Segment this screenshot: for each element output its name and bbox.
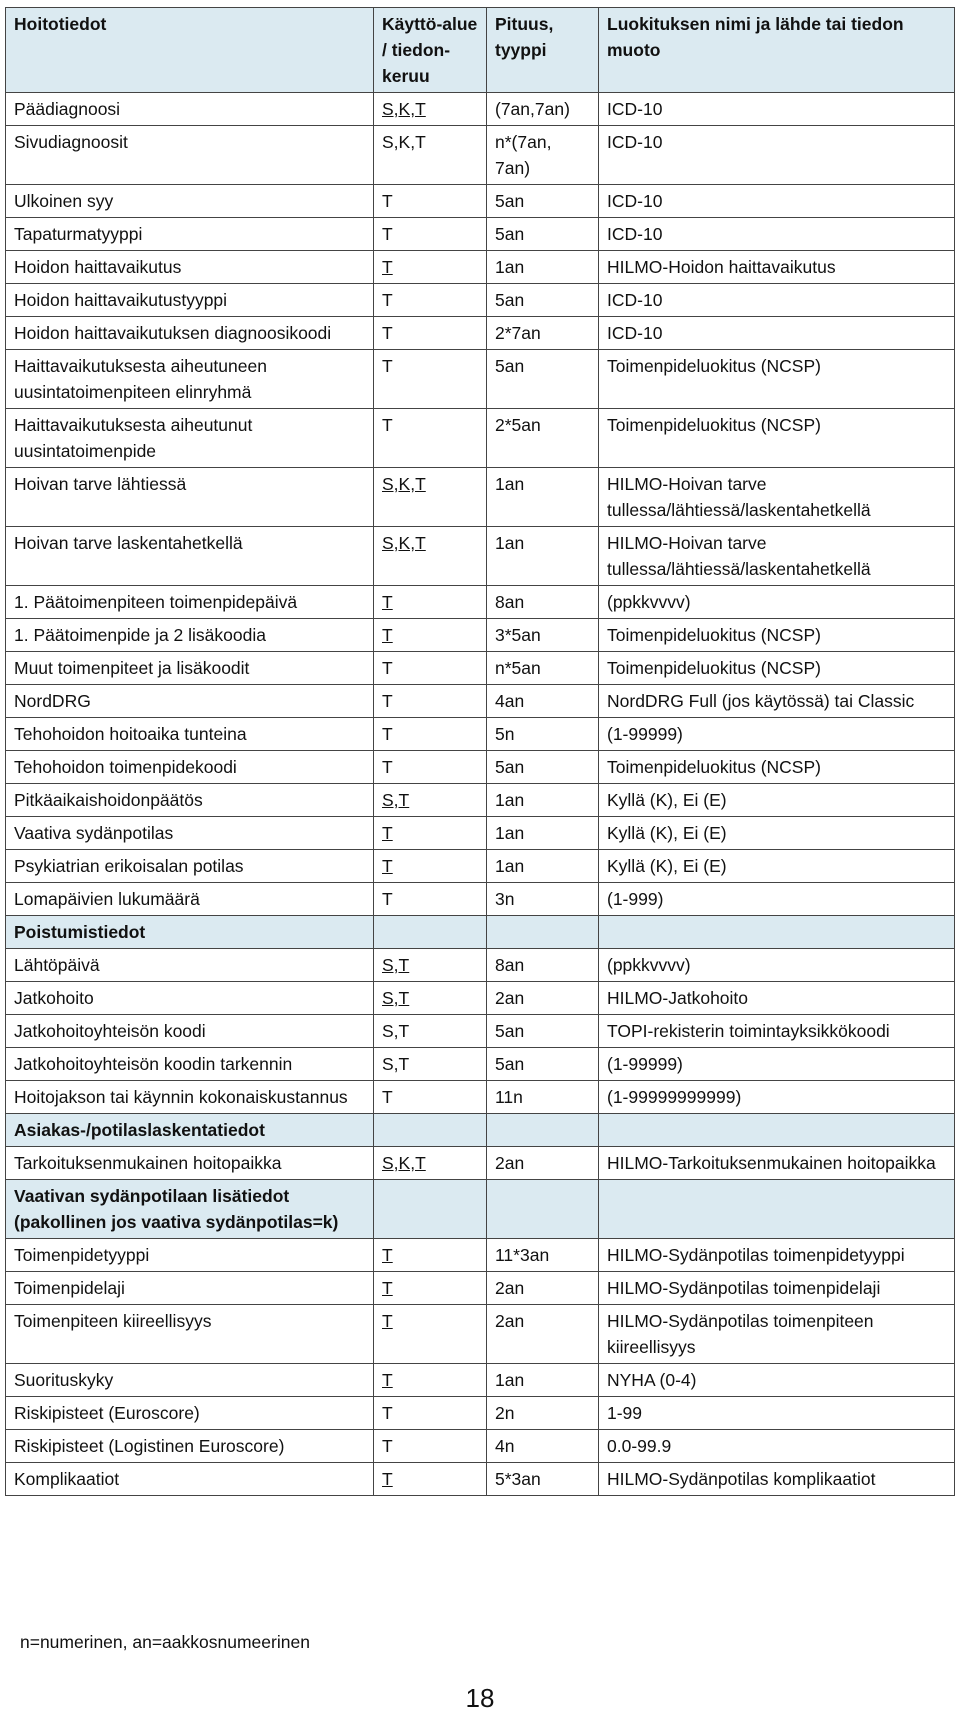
length-type-cell: 5n <box>487 718 599 751</box>
field-name-cell: Päädiagnoosi <box>6 93 374 126</box>
field-name-cell: Jatkohoitoyhteisön koodi <box>6 1015 374 1048</box>
usage-cell: S,T <box>374 1048 487 1081</box>
length-type-cell: 5an <box>487 1015 599 1048</box>
table-row <box>6 718 955 751</box>
length-type-cell: 5an <box>487 185 599 218</box>
classification-cell: HILMO-Tarkoituksenmukainen hoitopaikka <box>599 1147 955 1180</box>
field-name-cell: Hoivan tarve laskentahetkellä <box>6 527 374 586</box>
classification-cell: Kyllä (K), Ei (E) <box>599 817 955 850</box>
field-name-cell: Tapaturmatyyppi <box>6 218 374 251</box>
classification-cell: (ppkkvvvv) <box>599 949 955 982</box>
classification-cell <box>599 1180 955 1239</box>
length-type-cell: 1an <box>487 251 599 284</box>
table-row <box>6 284 955 317</box>
field-name-cell: Riskipisteet (Euroscore) <box>6 1397 374 1430</box>
classification-cell: Kyllä (K), Ei (E) <box>599 784 955 817</box>
usage-cell: T <box>374 1430 487 1463</box>
classification-cell <box>599 916 955 949</box>
length-type-cell: 8an <box>487 586 599 619</box>
length-type-cell: (7an,7an) <box>487 93 599 126</box>
length-type-cell <box>487 916 599 949</box>
classification-cell: 1-99 <box>599 1397 955 1430</box>
usage-cell: T <box>374 1239 487 1272</box>
classification-cell: NYHA (0-4) <box>599 1364 955 1397</box>
usage-cell: S,T <box>374 949 487 982</box>
classification-cell: HILMO-Sydänpotilas toimenpidelaji <box>599 1272 955 1305</box>
length-type-cell: 2an <box>487 982 599 1015</box>
section-header-row <box>6 1114 955 1147</box>
usage-cell: S,T <box>374 1015 487 1048</box>
classification-cell: Toimenpideluokitus (NCSP) <box>599 350 955 409</box>
classification-cell: 0.0-99.9 <box>599 1430 955 1463</box>
classification-cell: ICD-10 <box>599 218 955 251</box>
table-row <box>6 1015 955 1048</box>
length-type-cell: n*5an <box>487 652 599 685</box>
classification-cell: (1-99999) <box>599 718 955 751</box>
length-type-cell: 5an <box>487 350 599 409</box>
footnote: n=numerinen, an=aakkosnumeerinen <box>20 1632 310 1652</box>
length-type-cell: 3n <box>487 883 599 916</box>
table-row <box>6 251 955 284</box>
table-row <box>6 1081 955 1114</box>
table-row <box>6 850 955 883</box>
page-number: 18 <box>465 1683 495 1713</box>
field-name-cell: Suorituskyky <box>6 1364 374 1397</box>
field-name-cell: Tehohoidon hoitoaika tunteina <box>6 718 374 751</box>
field-name-cell: 1. Päätoimenpide ja 2 lisäkoodia <box>6 619 374 652</box>
length-type-cell: 1an <box>487 817 599 850</box>
table-row <box>6 93 955 126</box>
classification-cell: ICD-10 <box>599 126 955 185</box>
length-type-cell: 5an <box>487 1048 599 1081</box>
table-row <box>6 817 955 850</box>
usage-cell: S,T <box>374 784 487 817</box>
length-type-cell: 11*3an <box>487 1239 599 1272</box>
field-name-cell: Toimenpiteen kiireellisyys <box>6 1305 374 1364</box>
usage-cell: T <box>374 218 487 251</box>
classification-cell: HILMO-Hoidon haittavaikutus <box>599 251 955 284</box>
field-name-cell: Riskipisteet (Logistinen Euroscore) <box>6 1430 374 1463</box>
length-type-cell: 2*5an <box>487 409 599 468</box>
usage-cell: T <box>374 1397 487 1430</box>
table-header-row <box>6 8 955 93</box>
classification-cell: (1-99999) <box>599 1048 955 1081</box>
usage-cell: T <box>374 317 487 350</box>
classification-cell: Toimenpideluokitus (NCSP) <box>599 619 955 652</box>
length-type-cell: 3*5an <box>487 619 599 652</box>
usage-cell: S,K,T <box>374 93 487 126</box>
length-type-cell: 2n <box>487 1397 599 1430</box>
field-name-cell: Tarkoituksenmukainen hoitopaikka <box>6 1147 374 1180</box>
table-row <box>6 619 955 652</box>
field-name-cell: Toimenpidetyyppi <box>6 1239 374 1272</box>
field-name-cell: Hoitotiedot <box>6 8 374 93</box>
usage-cell: S,T <box>374 982 487 1015</box>
length-type-cell: 2an <box>487 1272 599 1305</box>
classification-cell: HILMO-Hoivan tarve tullessa/lähtiessä/laskentahetkellä <box>599 468 955 527</box>
field-name-cell: Hoivan tarve lähtiessä <box>6 468 374 527</box>
field-name-cell: Muut toimenpiteet ja lisäkoodit <box>6 652 374 685</box>
field-name-cell: NordDRG <box>6 685 374 718</box>
field-name-cell: Jatkohoitoyhteisön koodin tarkennin <box>6 1048 374 1081</box>
length-type-cell: 1an <box>487 1364 599 1397</box>
usage-cell: S,K,T <box>374 468 487 527</box>
table-row <box>6 1463 955 1496</box>
field-name-cell: Pitkäaikaishoidonpäätös <box>6 784 374 817</box>
classification-cell: NordDRG Full (jos käytössä) tai Classic <box>599 685 955 718</box>
usage-cell: Käyttö-alue / tiedon-keruu <box>374 8 487 93</box>
table-row <box>6 586 955 619</box>
usage-cell <box>374 1180 487 1239</box>
table-row <box>6 317 955 350</box>
field-name-cell: Tehohoidon toimenpidekoodi <box>6 751 374 784</box>
length-type-cell: 2an <box>487 1305 599 1364</box>
classification-cell: Toimenpideluokitus (NCSP) <box>599 652 955 685</box>
table-row <box>6 1364 955 1397</box>
field-name-cell: Hoitojakson tai käynnin kokonaiskustannus <box>6 1081 374 1114</box>
usage-cell: T <box>374 751 487 784</box>
classification-cell: Kyllä (K), Ei (E) <box>599 850 955 883</box>
usage-cell: T <box>374 409 487 468</box>
table-row <box>6 1147 955 1180</box>
section-header-row <box>6 1180 955 1239</box>
usage-cell: T <box>374 586 487 619</box>
classification-cell: HILMO-Sydänpotilas komplikaatiot <box>599 1463 955 1496</box>
length-type-cell: 1an <box>487 850 599 883</box>
usage-cell <box>374 1114 487 1147</box>
table-row <box>6 350 955 409</box>
table-row <box>6 883 955 916</box>
length-type-cell: n*(7an, 7an) <box>487 126 599 185</box>
usage-cell <box>374 916 487 949</box>
field-name-cell: Haittavaikutuksesta aiheutuneen uusintatoimenpiteen elinryhmä <box>6 350 374 409</box>
field-name-cell: Hoidon haittavaikutustyyppi <box>6 284 374 317</box>
length-type-cell: 5an <box>487 218 599 251</box>
table-row <box>6 652 955 685</box>
table-row <box>6 185 955 218</box>
length-type-cell: 1an <box>487 527 599 586</box>
usage-cell: T <box>374 883 487 916</box>
classification-cell: (ppkkvvvv) <box>599 586 955 619</box>
classification-cell: HILMO-Sydänpotilas toimenpidetyyppi <box>599 1239 955 1272</box>
length-type-cell <box>487 1180 599 1239</box>
usage-cell: T <box>374 1081 487 1114</box>
field-name-cell: Hoidon haittavaikutuksen diagnoosikoodi <box>6 317 374 350</box>
usage-cell: T <box>374 284 487 317</box>
classification-table <box>5 7 955 1496</box>
section-header-row <box>6 916 955 949</box>
classification-cell: ICD-10 <box>599 284 955 317</box>
table-body <box>6 8 955 1496</box>
usage-cell: T <box>374 685 487 718</box>
table-row <box>6 1430 955 1463</box>
usage-cell: T <box>374 1463 487 1496</box>
usage-cell: T <box>374 850 487 883</box>
field-name-cell: Toimenpidelaji <box>6 1272 374 1305</box>
field-name-cell: Lähtöpäivä <box>6 949 374 982</box>
table-row <box>6 751 955 784</box>
table-row <box>6 1397 955 1430</box>
field-name-cell: Ulkoinen syy <box>6 185 374 218</box>
classification-cell: ICD-10 <box>599 317 955 350</box>
classification-cell: (1-99999999999) <box>599 1081 955 1114</box>
table-row <box>6 982 955 1015</box>
table-row <box>6 685 955 718</box>
length-type-cell: 5an <box>487 284 599 317</box>
length-type-cell <box>487 1114 599 1147</box>
field-name-cell: Komplikaatiot <box>6 1463 374 1496</box>
classification-cell: HILMO-Sydänpotilas toimenpiteen kiireellisyys <box>599 1305 955 1364</box>
classification-cell: ICD-10 <box>599 93 955 126</box>
field-name-cell: Vaativa sydänpotilas <box>6 817 374 850</box>
table-row <box>6 784 955 817</box>
table-row <box>6 1305 955 1364</box>
classification-cell: HILMO-Jatkohoito <box>599 982 955 1015</box>
table-row <box>6 1239 955 1272</box>
field-name-cell: Haittavaikutuksesta aiheutunut uusintatoimenpide <box>6 409 374 468</box>
field-name-cell: Psykiatrian erikoisalan potilas <box>6 850 374 883</box>
table-row <box>6 126 955 185</box>
field-name-cell: Poistumistiedot <box>6 916 374 949</box>
length-type-cell: 2an <box>487 1147 599 1180</box>
usage-cell: S,K,T <box>374 126 487 185</box>
classification-cell: Luokituksen nimi ja lähde tai tiedon muoto <box>599 8 955 93</box>
table-row <box>6 949 955 982</box>
classification-cell: TOPI-rekisterin toimintayksikkökoodi <box>599 1015 955 1048</box>
field-name-cell: Jatkohoito <box>6 982 374 1015</box>
table-row <box>6 1272 955 1305</box>
length-type-cell: 1an <box>487 468 599 527</box>
field-name-cell: 1. Päätoimenpiteen toimenpidepäivä <box>6 586 374 619</box>
length-type-cell: 5*3an <box>487 1463 599 1496</box>
usage-cell: T <box>374 350 487 409</box>
length-type-cell: 5an <box>487 751 599 784</box>
classification-cell: ICD-10 <box>599 185 955 218</box>
usage-cell: T <box>374 185 487 218</box>
classification-cell: Toimenpideluokitus (NCSP) <box>599 751 955 784</box>
classification-cell <box>599 1114 955 1147</box>
field-name-cell: Hoidon haittavaikutus <box>6 251 374 284</box>
length-type-cell: 11n <box>487 1081 599 1114</box>
usage-cell: T <box>374 251 487 284</box>
length-type-cell: 2*7an <box>487 317 599 350</box>
usage-cell: T <box>374 1364 487 1397</box>
usage-cell: T <box>374 1305 487 1364</box>
usage-cell: T <box>374 1272 487 1305</box>
field-name-cell: Lomapäivien lukumäärä <box>6 883 374 916</box>
usage-cell: S,K,T <box>374 527 487 586</box>
usage-cell: T <box>374 718 487 751</box>
field-name-cell: Vaativan sydänpotilaan lisätiedot (pakollinen jos vaativa sydänpotilas=k) <box>6 1180 374 1239</box>
table-row <box>6 1048 955 1081</box>
length-type-cell: Pituus, tyyppi <box>487 8 599 93</box>
usage-cell: T <box>374 652 487 685</box>
table-row <box>6 409 955 468</box>
table-row <box>6 468 955 527</box>
usage-cell: S,K,T <box>374 1147 487 1180</box>
table-row <box>6 527 955 586</box>
classification-cell: HILMO-Hoivan tarve tullessa/lähtiessä/laskentahetkellä <box>599 527 955 586</box>
length-type-cell: 8an <box>487 949 599 982</box>
field-name-cell: Sivudiagnoosit <box>6 126 374 185</box>
length-type-cell: 1an <box>487 784 599 817</box>
field-name-cell: Asiakas-/potilaslaskentatiedot <box>6 1114 374 1147</box>
classification-cell: Toimenpideluokitus (NCSP) <box>599 409 955 468</box>
length-type-cell: 4an <box>487 685 599 718</box>
length-type-cell: 4n <box>487 1430 599 1463</box>
table-row <box>6 218 955 251</box>
usage-cell: T <box>374 619 487 652</box>
usage-cell: T <box>374 817 487 850</box>
classification-cell: (1-999) <box>599 883 955 916</box>
